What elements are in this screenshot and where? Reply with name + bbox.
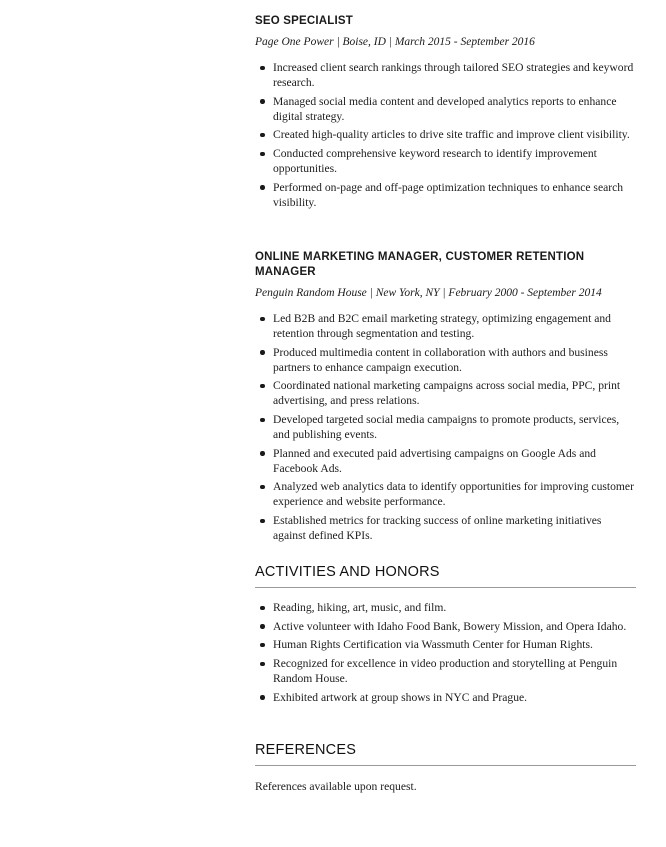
list-item: Developed targeted social media campaigns to promote products, services, and publishing events. (273, 412, 636, 442)
list-item: Analyzed web analytics data to identify opportunities for improving customer experience and website performance. (273, 479, 636, 509)
section-divider (255, 587, 636, 588)
list-item: Planned and executed paid advertising campaigns on Google Ads and Facebook Ads. (273, 446, 636, 476)
job-meta: Page One Power | Boise, ID | March 2015 - September 2016 (255, 36, 535, 48)
references-text: References available upon request. (255, 780, 417, 793)
list-item: Increased client search rankings through tailored SEO strategies and keyword research. (273, 60, 636, 90)
job-entry (255, 250, 636, 547)
job-title: SEO SPECIALIST (255, 15, 354, 27)
section-divider (255, 765, 636, 766)
list-item: Coordinated national marketing campaigns across social media, PPC, print advertising, and press relations. (273, 378, 636, 408)
section-heading: ACTIVITIES AND HONORS (255, 564, 440, 580)
job-bullets (255, 60, 636, 210)
list-item: Managed social media content and developed analytics reports to enhance digital strategy. (273, 94, 636, 124)
references-section (255, 741, 636, 794)
list-item: Conducted comprehensive keyword research to identify improvement opportunities. (273, 146, 636, 176)
section-heading: REFERENCES (255, 742, 357, 758)
list-item: Produced multimedia content in collaboration with authors and business partners to enhance campaign execution. (273, 345, 636, 375)
job-meta: Penguin Random House | New York, NY | February 2000 - September 2014 (255, 287, 602, 299)
activities-list (255, 600, 636, 705)
list-item: Exhibited artwork at group shows in NYC and Prague. (273, 690, 636, 705)
list-item: Recognized for excellence in video production and storytelling at Penguin Random House. (273, 656, 636, 686)
job-bullets (255, 311, 636, 543)
list-item: Led B2B and B2C email marketing strategy, optimizing engagement and retention through segmentation and testing. (273, 311, 636, 341)
list-item: Human Rights Certification via Wassmuth Center for Human Rights. (273, 637, 636, 652)
list-item: Created high-quality articles to drive site traffic and improve client visibility. (273, 127, 636, 142)
list-item: Performed on-page and off-page optimization techniques to enhance search visibility. (273, 180, 636, 210)
job-title: ONLINE MARKETING MANAGER, CUSTOMER RETENTION MANAGER (255, 251, 585, 278)
list-item: Established metrics for tracking success of online marketing initiatives against defined KPIs. (273, 513, 636, 543)
activities-section (255, 563, 636, 708)
job-entry (255, 14, 636, 213)
list-item: Active volunteer with Idaho Food Bank, Bowery Mission, and Opera Idaho. (273, 619, 636, 634)
list-item: Reading, hiking, art, music, and film. (273, 600, 636, 615)
